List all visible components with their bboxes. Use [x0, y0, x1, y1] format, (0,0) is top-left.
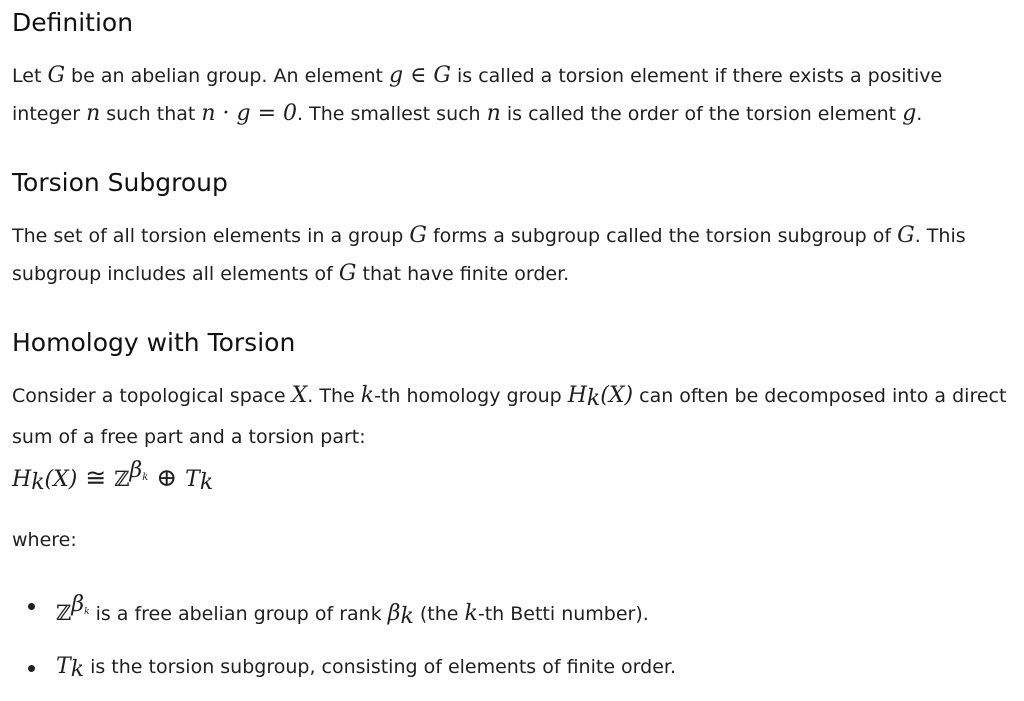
text: . This subgroup includes all elements of — [12, 225, 966, 285]
text: is called a torsion element if there exists a positive integer — [12, 65, 943, 125]
math-beta: β — [387, 601, 401, 626]
text: . The — [307, 385, 361, 407]
math-G: G — [433, 63, 451, 88]
text: is a free abelian group of rank — [89, 603, 388, 625]
math-H: H — [567, 383, 587, 408]
paragraph-torsion-subgroup — [12, 217, 1012, 293]
math-n: n — [486, 101, 501, 126]
math-G: G — [338, 261, 357, 286]
math-in: ∈ — [403, 63, 434, 88]
math-T: T — [185, 467, 200, 492]
text: -th homology group — [374, 385, 568, 407]
text: (the — [413, 603, 465, 625]
math-G: G — [47, 63, 66, 88]
text: that have finite order. — [356, 263, 570, 285]
math-Z: ℤ — [114, 467, 130, 491]
heading-torsion-subgroup: Torsion Subgroup — [12, 168, 228, 197]
heading-homology-with-torsion: Homology with Torsion — [12, 328, 296, 357]
text: . — [916, 103, 923, 125]
math-n: n — [86, 101, 101, 126]
math-subscript-k: k — [70, 657, 85, 682]
math-subscript-k: k — [31, 470, 45, 495]
formula-homology-decomposition — [12, 454, 213, 500]
math-X-paren: (X) — [44, 467, 78, 492]
list-item — [24, 648, 676, 689]
text: -th Betti number). — [477, 603, 649, 625]
math-g: g — [902, 101, 917, 126]
text: is called the order of the torsion element — [500, 103, 903, 125]
math-subscript-k: k — [400, 604, 414, 629]
heading-definition: Definition — [12, 8, 134, 37]
paragraph-where: where: — [12, 529, 77, 551]
math-X-paren: (X) — [600, 383, 634, 408]
math-g: g — [388, 63, 404, 88]
text: such that — [100, 103, 202, 125]
text: is the torsion subgroup, consisting of elements of finite order. — [84, 656, 677, 678]
text: forms a subgroup called the torsion subgroup of — [426, 225, 898, 247]
text: Consider a topological space — [12, 385, 292, 407]
bullet-list — [24, 586, 676, 701]
math-Z: ℤ — [56, 601, 72, 625]
paragraph-homology — [12, 377, 1012, 456]
text: The set of all torsion elements in a group — [12, 225, 410, 247]
math-oplus: ⊕ — [148, 463, 186, 492]
math-cong: ≅ — [77, 463, 115, 492]
math-k: k — [464, 601, 478, 626]
text: . The smallest such — [297, 103, 487, 125]
text: be an abelian group. An element — [65, 65, 389, 87]
math-subscript-k: k — [84, 607, 90, 617]
math-subscript-k: k — [199, 470, 214, 495]
text: can often be decomposed into a direct sum of a free part and a torsion part: — [12, 385, 1007, 448]
math-beta: β — [71, 592, 85, 617]
math-T: T — [56, 654, 71, 679]
paragraph-definition — [12, 57, 1012, 133]
math-equation: n · g = 0 — [201, 101, 298, 126]
math-beta: β — [129, 458, 143, 483]
math-G: G — [897, 223, 915, 248]
math-subscript-k: k — [586, 386, 601, 411]
math-G: G — [409, 223, 427, 248]
text: Let — [12, 65, 48, 87]
list-item — [24, 586, 676, 636]
math-subscript-k: k — [142, 472, 149, 483]
math-X: X — [291, 383, 308, 408]
math-k: k — [360, 383, 375, 408]
math-H: H — [12, 467, 32, 492]
